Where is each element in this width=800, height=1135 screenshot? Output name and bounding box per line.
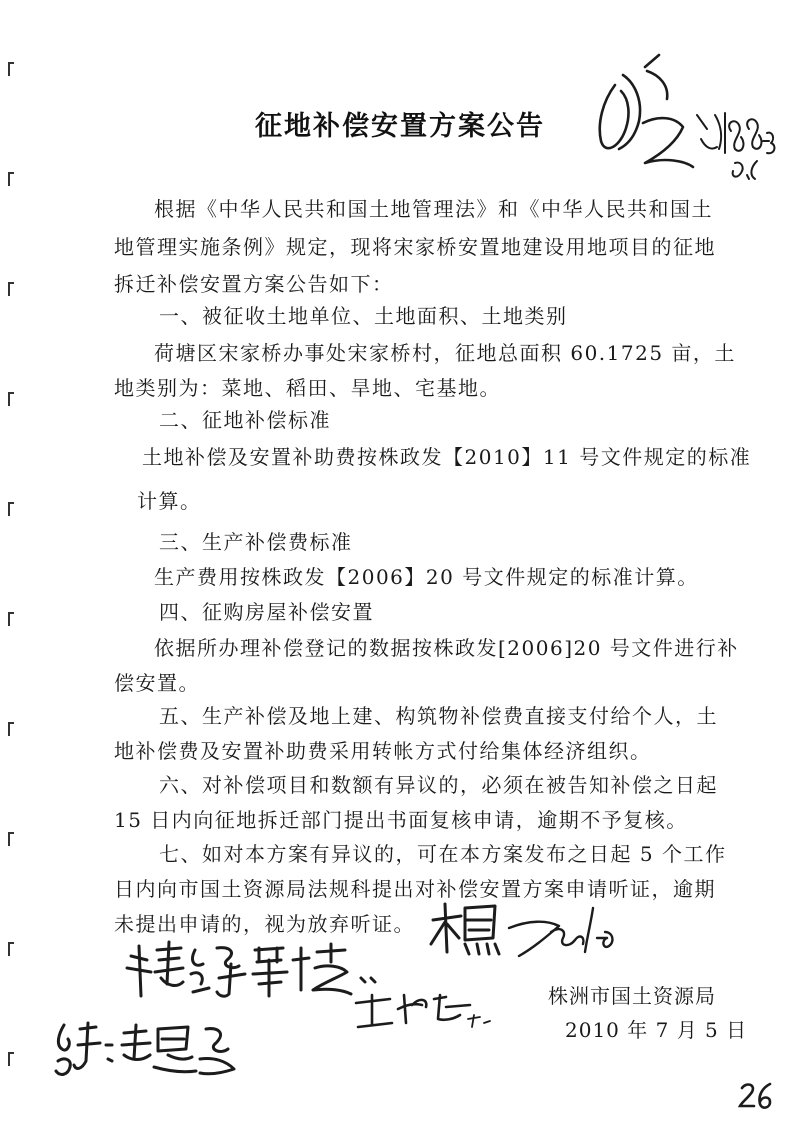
body-line: 七、如对本方案有异议的，可在本方案发布之日起 5 个工作 [159, 842, 727, 866]
binder-mark [8, 172, 14, 186]
body-line: 六、对补偿项目和数额有异议的，必须在被告知补偿之日起 [159, 773, 718, 797]
document-title: 征地补偿安置方案公告 [255, 111, 545, 142]
body-line: 15 日内向征地拆迁部门提出书面复核申请，逾期不予复核。 [114, 808, 688, 832]
binder-mark [8, 722, 14, 736]
body-line: 地补偿费及安置补助费采用转帐方式付给集体经济组织。 [114, 739, 652, 763]
body-line: 日内向市国土资源局法规科提出对补偿安置方案申请听证，逾期 [114, 877, 716, 901]
body-line: 计算。 [137, 489, 202, 513]
section-heading-4: 四、征购房屋补偿安置 [159, 600, 374, 624]
issuer: 株洲市国土资源局 [548, 984, 716, 1008]
body-line: 荷塘区宋家桥办事处宋家桥村，征地总面积 60.1725 亩，土 [154, 341, 736, 365]
body-line: 生产费用按株政发【2006】20 号文件规定的标准计算。 [154, 565, 699, 589]
reviewer-signature [425, 898, 625, 966]
approval-signature [585, 45, 785, 195]
body-line: 偿安置。 [114, 671, 200, 695]
body-line: 根据《中华人民共和国土地管理法》和《中华人民共和国土 [154, 197, 713, 221]
binder-mark [8, 942, 14, 956]
handler-note [50, 1015, 260, 1087]
page-number [738, 1080, 778, 1110]
body-line: 地管理实施条例》规定，现将宋家桥安置地建设用地项目的征地 [114, 235, 716, 259]
section-heading-3: 三、生产补偿费标准 [159, 530, 353, 554]
issue-date: 2010 年 7 月 5 日 [565, 1018, 748, 1042]
body-line: 地类别为：菜地、稻田、旱地、宅基地。 [114, 376, 501, 400]
binder-mark [8, 392, 14, 406]
section-heading-2: 二、征地补偿标准 [159, 408, 331, 432]
body-line: 未提出申请的，视为放弃听证。 [114, 912, 415, 936]
binder-mark [8, 62, 14, 76]
body-line: 土地补偿及安置补助费按株政发【2010】11 号文件规定的标准 [142, 445, 752, 469]
binder-mark [8, 502, 14, 516]
body-line: 拆迁补偿安置方案公告如下： [114, 272, 394, 296]
section-heading-1: 一、被征收土地单位、土地面积、土地类别 [159, 304, 568, 328]
binder-mark [8, 282, 14, 296]
body-line: 依据所办理补偿登记的数据按株政发[2006]20 号文件进行补 [154, 636, 739, 660]
review-note [125, 938, 385, 1000]
binder-mark [8, 1052, 14, 1066]
binder-mark [8, 832, 14, 846]
handler-signature [350, 985, 500, 1035]
body-line: 五、生产补偿及地上建、构筑物补偿费直接支付给个人，土 [159, 704, 718, 728]
binder-mark [8, 612, 14, 626]
